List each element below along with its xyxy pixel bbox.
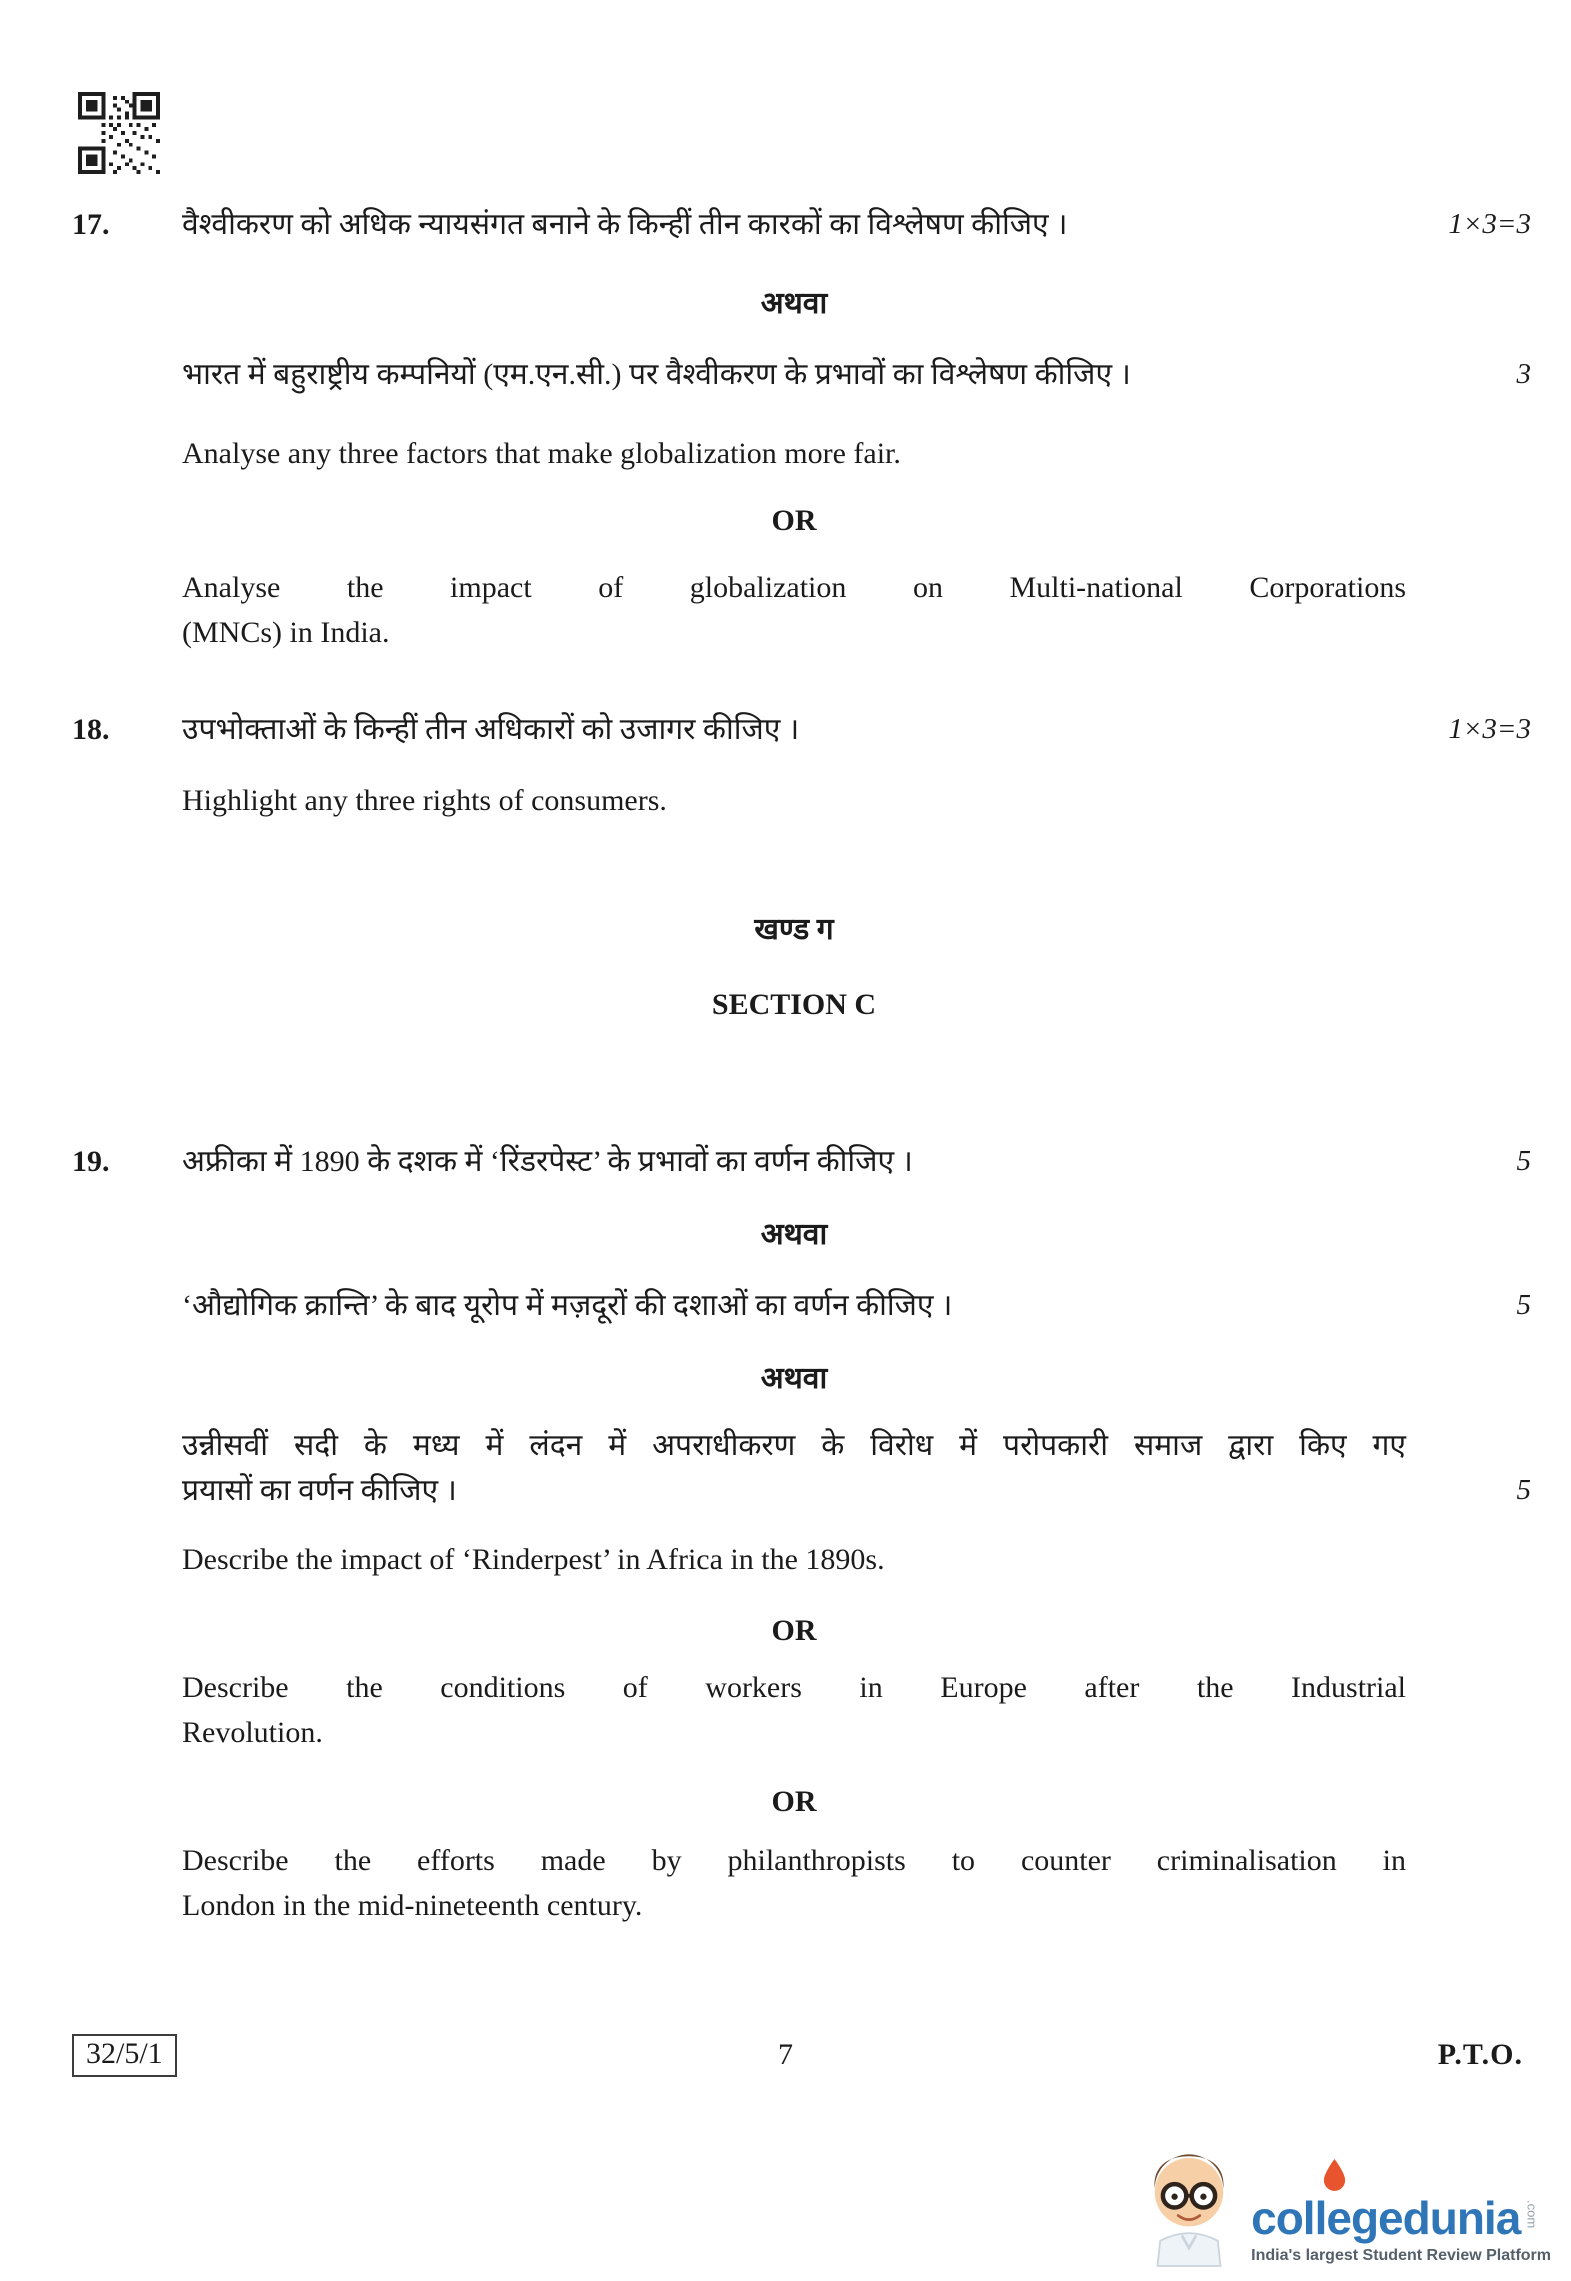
question-text-hindi: वैश्वीकरण को अधिक न्यायसंगत बनाने के किन्हीं तीन कारकों का विश्लेषण कीजिए ।: [182, 208, 1068, 241]
question-17: [72, 202, 1531, 655]
brand-tagline: India's largest Student Review Platform: [1251, 2247, 1551, 2264]
or-separator-english: OR: [771, 1614, 817, 1647]
marks-value: 1×3=3: [1448, 208, 1531, 240]
question-text-hindi: अफ्रीका में 1890 के दशक में ‘रिंडरपेस्ट’ के प्रभावों का वर्णन कीजिए ।: [182, 1145, 913, 1178]
question-number: 18.: [72, 713, 110, 746]
question-text-english-alt2: Describe the efforts made by philanthropists to counter criminalisation in London in the mid-nineteenth century.: [182, 1844, 1406, 1922]
marks-value: 3: [1516, 358, 1531, 390]
qr-code-icon: [78, 92, 160, 174]
or-separator-hindi: अथवा: [760, 1362, 828, 1395]
question-text-hindi-alt: ‘औद्योगिक क्रान्ति’ के बाद यूरोप में मज़दूरों की दशाओं का वर्णन कीजिए ।: [182, 1289, 953, 1322]
brand-tld: .com: [1524, 2200, 1540, 2229]
question-text-english-alt: Describe the conditions of workers in Europe after the Industrial Revolution.: [182, 1671, 1406, 1749]
question-19: [72, 1139, 1531, 1928]
question-number: 19.: [72, 1145, 110, 1178]
page-number: 7: [778, 2038, 793, 2071]
or-separator-hindi: अथवा: [760, 1218, 828, 1251]
question-18: [72, 707, 1531, 823]
collegedunia-mascot-icon: [1135, 2137, 1243, 2269]
question-text-hindi: उपभोक्ताओं के किन्हीं तीन अधिकारों को उजागर कीजिए ।: [182, 713, 800, 746]
question-text-english: Analyse any three factors that make globalization more fair.: [182, 437, 901, 470]
or-separator-english: OR: [771, 1785, 817, 1818]
section-c-header: [72, 907, 1531, 1027]
page-footer: [0, 2034, 1571, 2084]
question-text-english: Highlight any three rights of consumers.: [182, 784, 667, 817]
question-text-english: Describe the impact of ‘Rinderpest’ in Africa in the 1890s.: [182, 1543, 885, 1576]
collegedunia-logo: [1135, 2137, 1551, 2269]
brand-name: collegedunia: [1251, 2192, 1521, 2244]
question-number: 17.: [72, 208, 110, 241]
pto-label: P.T.O.: [1437, 2038, 1523, 2071]
drop-icon: [1321, 2159, 1348, 2193]
marks-value: 5: [1516, 1474, 1531, 1507]
marks-value: 1×3=3: [1448, 713, 1531, 745]
marks-value: 5: [1516, 1145, 1531, 1177]
question-text-hindi-alt2: उन्नीसवीं सदी के मध्य में लंदन में अपराधीकरण के विरोध में परोपकारी समाज द्वारा किए गए प्रयासों का वर्णन कीजिए ।: [182, 1429, 1406, 1507]
paper-code: 32/5/1: [72, 2034, 177, 2077]
or-separator-english: OR: [771, 504, 817, 537]
section-title-english: SECTION C: [711, 988, 877, 1021]
section-title-hindi: खण्ड ग: [754, 913, 834, 946]
or-separator-hindi: अथवा: [760, 287, 828, 320]
question-text-hindi-alt: भारत में बहुराष्ट्रीय कम्पनियों (एम.एन.सी.) पर वैश्वीकरण के प्रभावों का विश्लेषण कीजिए ।: [182, 358, 1131, 391]
question-text-english-alt: Analyse the impact of globalization on Multi-national Corporations (MNCs) in India.: [182, 571, 1406, 649]
marks-value: 5: [1516, 1289, 1531, 1321]
